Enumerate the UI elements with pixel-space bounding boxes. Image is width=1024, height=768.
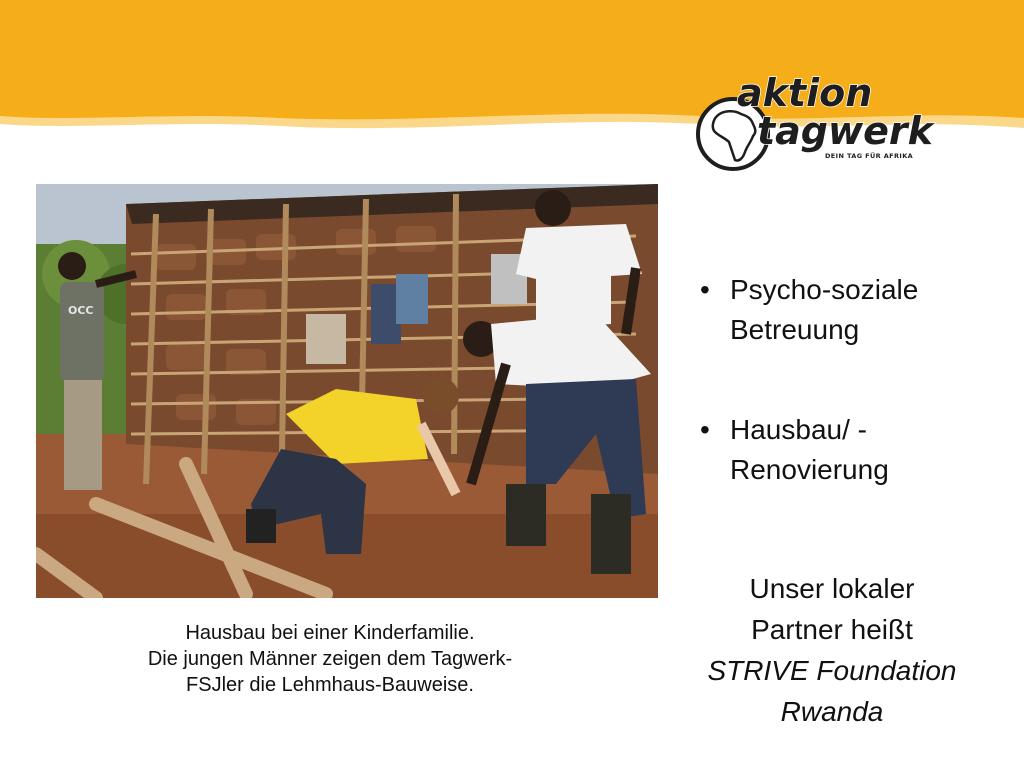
aktion-tagwerk-logo: [693, 66, 953, 174]
bullet-text-line: Renovierung: [730, 454, 889, 485]
caption-line: Die jungen Männer zeigen dem Tagwerk-: [147, 648, 513, 670]
bullet-item: [692, 270, 992, 350]
logo-line1: aktion: [737, 71, 873, 115]
bullet-text-line: Psycho-soziale: [730, 274, 919, 305]
caption-line: FSJler die Lehmhaus-Bauweise.: [186, 674, 474, 696]
partner-country: Rwanda: [780, 696, 884, 727]
bullet-text-line: Betreuung: [730, 314, 860, 345]
bullet-list: [692, 270, 992, 550]
bullet-symbol: •: [700, 274, 710, 305]
partner-text: [676, 568, 988, 732]
bullet-symbol: •: [700, 414, 710, 445]
bullet-text-line: Hausbau/ -: [730, 414, 867, 445]
partner-line: Partner heißt: [751, 614, 913, 645]
partner-line: Unser lokaler: [749, 573, 915, 604]
shirt-logo-text: OCC: [68, 304, 94, 317]
house-building-photo: [36, 184, 658, 598]
logo-tagline: DEIN TAG FÜR AFRIKA: [825, 152, 914, 160]
partner-name: STRIVE Foundation: [707, 655, 957, 686]
logo-line2: tagwerk: [757, 109, 933, 153]
caption-line: Hausbau bei einer Kinderfamilie.: [185, 622, 475, 644]
photo-caption: [60, 620, 600, 698]
bullet-item: [692, 410, 992, 490]
